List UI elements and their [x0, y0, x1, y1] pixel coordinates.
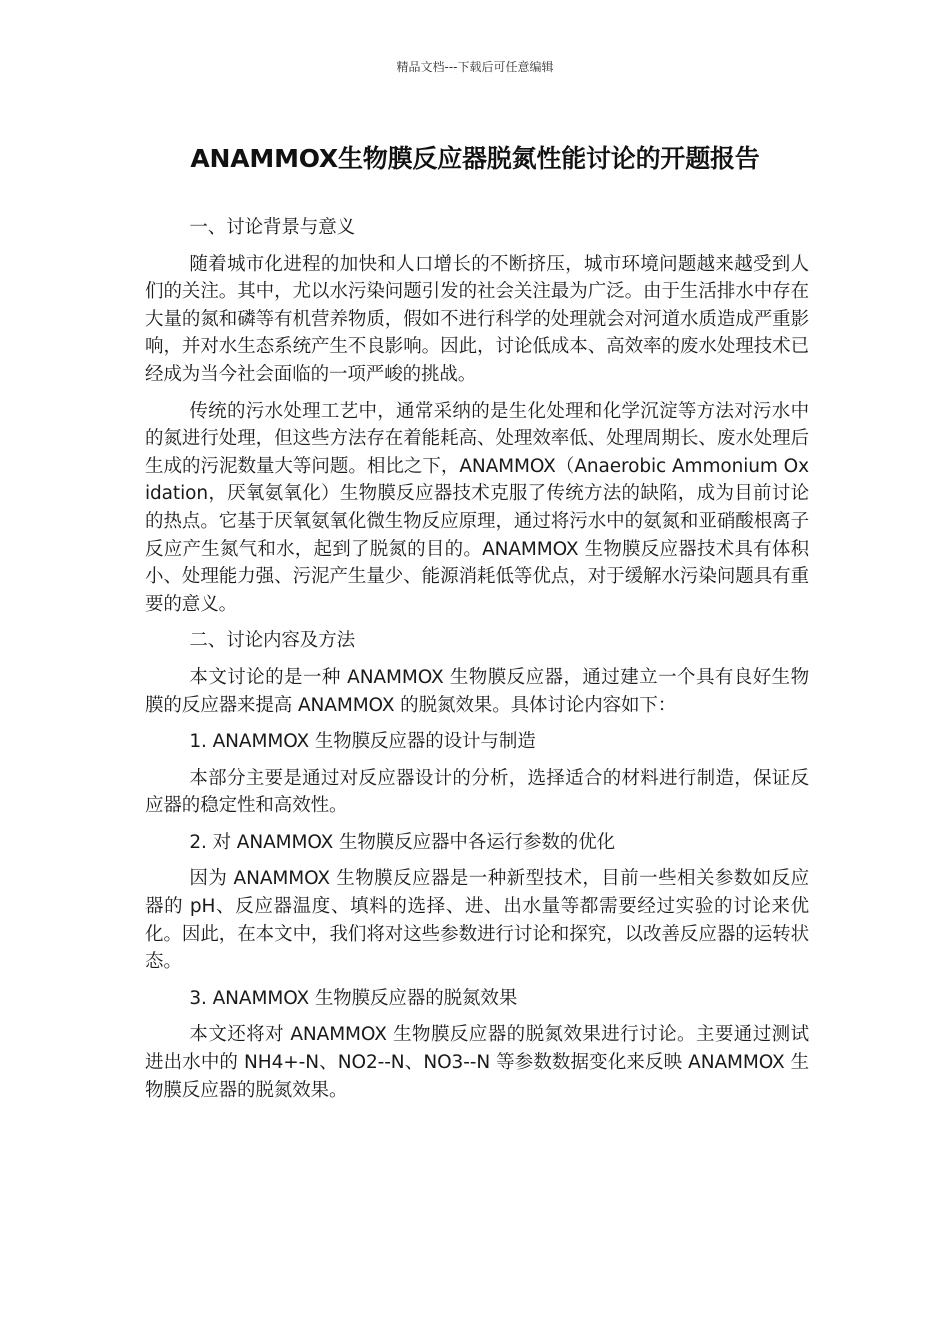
paragraph-background-1: 随着城市化进程的加快和人口增长的不断挤压，城市环境问题越来越受到人们的关注。其中，尤以水污染问题引发的社会关注最为广泛。由于生活排水中存在大量的氮和磷等有机营养物质，假如不进行科学的处理就会对河道水质造成严重影响，并对水生态系统产生不良影响。因此，讨论低成本、高效率的废水处理技术已经成为当今社会面临的一项严峻的挑战。	[145, 253, 809, 385]
document-title: ANAMMOX生物膜反应器脱氮性能讨论的开题报告	[190, 144, 760, 173]
section-heading-background: 一、讨论背景与意义	[189, 217, 355, 238]
subheading-denitrification: 3. ANAMMOX 生物膜反应器的脱氮效果	[189, 987, 518, 1009]
paragraph-optimization: 因为 ANAMMOX 生物膜反应器是一种新型技术，目前一些相关参数如反应器的 pH、反应器温度、填料的选择、进、出水量等都需要经过实验的讨论来优化。因此，在本文中，我们将对这些参数进行讨论和探究，以改善反应器的运转状态。	[145, 868, 809, 973]
header-note: 精品文档---下载后可任意编辑	[396, 60, 554, 74]
paragraph-design: 本部分主要是通过对反应器设计的分析，选择适合的材料进行制造，保证反应器的稳定性和高效性。	[145, 767, 809, 817]
paragraph-background-2: 传统的污水处理工艺中，通常采纳的是生化处理和化学沉淀等方法对污水中的氮进行处理，但这些方法存在着能耗高、处理效率低、处理周期长、废水处理后生成的污泥数量大等问题。相比之下，ANAMMOX（Anaerobic Ammonium Oxidation，厌氧氨氧化）生物膜反应器技术克服了传统方法的缺陷，成为目前讨论的热点。它基于厌氧氨氧化微生物反应原理，通过将污水中的氨氮和亚硝酸根离子反应产生氮气和水，起到了脱氮的目的。ANAMMOX 生物膜反应器技术具有体积小、处理能力强、污泥产生量少、能源消耗低等优点，对于缓解水污染问题具有重要的意义。	[145, 400, 809, 615]
subheading-optimization: 2. 对 ANAMMOX 生物膜反应器中各运行参数的优化	[189, 831, 616, 853]
paragraph-content-intro: 本文讨论的是一种 ANAMMOX 生物膜反应器，通过建立一个具有良好生物膜的反应器来提高 ANAMMOX 的脱氮效果。具体讨论内容如下：	[145, 666, 809, 716]
paragraph-denitrification: 本文还将对 ANAMMOX 生物膜反应器的脱氮效果进行讨论。主要通过测试进出水中的 NH4+-N、NO2--N、NO3--N 等参数数据变化来反映 ANAMMOX 生物膜反应器的脱氮效果。	[145, 1024, 809, 1101]
subheading-design: 1. ANAMMOX 生物膜反应器的设计与制造	[189, 731, 536, 753]
document-body	[145, 214, 809, 1113]
section-heading-content-methods: 二、讨论内容及方法	[189, 630, 355, 652]
